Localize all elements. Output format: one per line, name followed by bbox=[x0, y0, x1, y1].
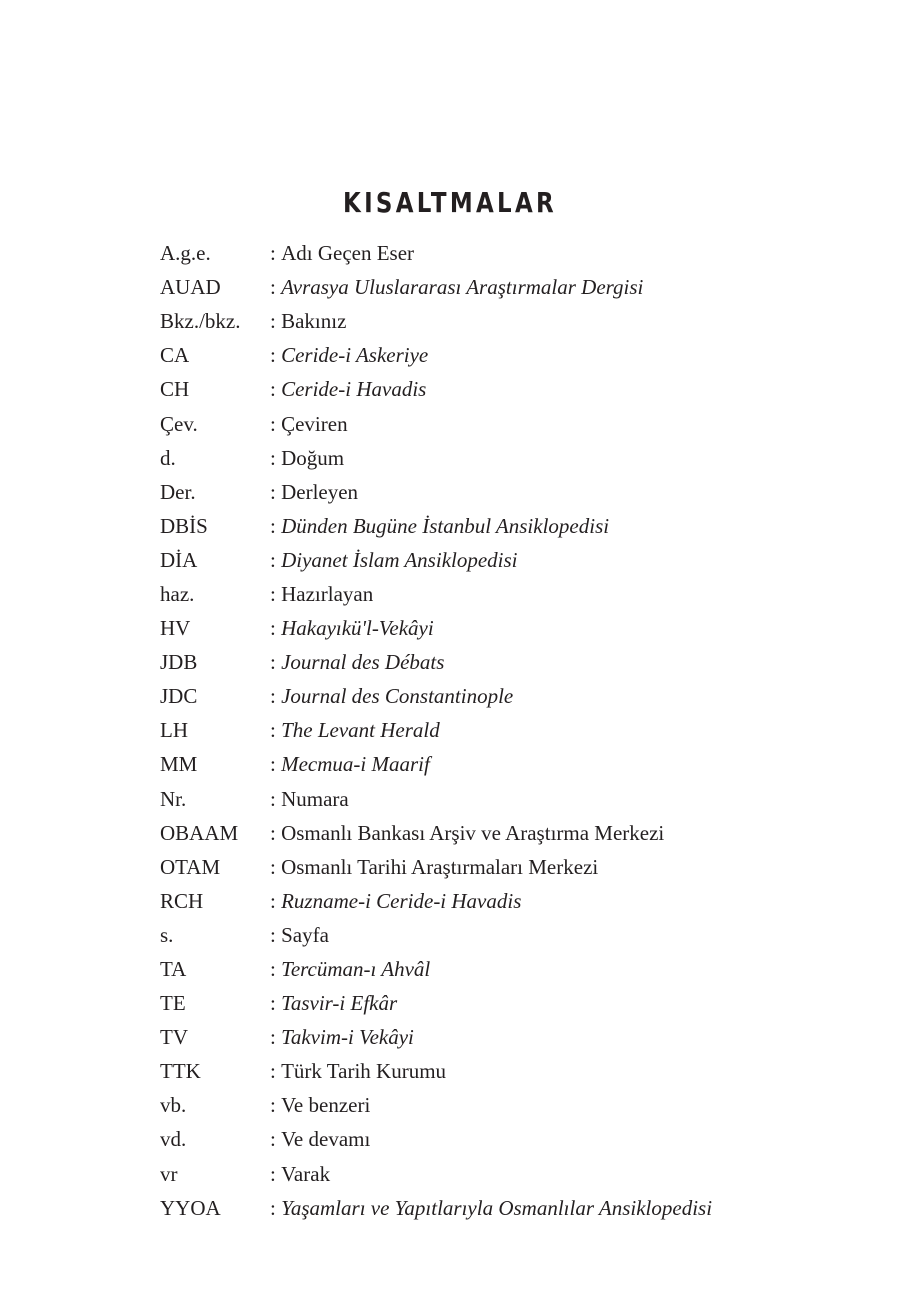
abbreviation-meaning: Hakayıkü'l-Vekâyi bbox=[281, 616, 434, 641]
abbreviation-term: OBAAM bbox=[160, 820, 239, 845]
abbreviation-row bbox=[160, 884, 800, 918]
abbreviation-meaning: Bakınız bbox=[281, 309, 347, 334]
colon-separator: : bbox=[270, 922, 282, 947]
colon-separator: : bbox=[270, 1195, 282, 1220]
abbreviation-row bbox=[160, 1020, 800, 1054]
colon-separator: : bbox=[270, 479, 282, 504]
abbreviation-term: Bkz./bkz. bbox=[160, 309, 241, 334]
abbreviation-term: vb. bbox=[160, 1093, 187, 1118]
colon-separator: : bbox=[270, 343, 282, 368]
abbreviation-row bbox=[160, 509, 800, 543]
abbreviation-list bbox=[160, 236, 800, 1225]
colon-separator: : bbox=[270, 309, 282, 334]
colon-separator: : bbox=[270, 513, 282, 538]
abbreviation-meaning: Osmanlı Tarihi Araştırmaları Merkezi bbox=[281, 854, 599, 879]
colon-separator: : bbox=[270, 650, 282, 675]
abbreviation-row bbox=[160, 304, 800, 338]
colon-separator: : bbox=[270, 991, 282, 1016]
abbreviation-meaning: Adı Geçen Eser bbox=[281, 241, 415, 266]
abbreviation-meaning: Avrasya Uluslararası Araştırmalar Dergisi bbox=[281, 275, 644, 300]
colon-separator: : bbox=[270, 752, 282, 777]
abbreviation-meaning: Çeviren bbox=[281, 411, 348, 436]
abbreviation-meaning: The Levant Herald bbox=[281, 718, 440, 743]
abbreviation-term: haz. bbox=[160, 581, 195, 606]
abbreviation-row bbox=[160, 713, 800, 747]
abbreviation-term: A.g.e. bbox=[160, 241, 211, 266]
abbreviation-term: HV bbox=[160, 616, 191, 641]
colon-separator: : bbox=[270, 1059, 282, 1084]
abbreviation-row bbox=[160, 406, 800, 440]
colon-separator: : bbox=[270, 581, 282, 606]
colon-separator: : bbox=[270, 411, 282, 436]
abbreviation-term: Nr. bbox=[160, 786, 187, 811]
abbreviation-row bbox=[160, 918, 800, 952]
abbreviation-meaning: Ruzname-i Ceride-i Havadis bbox=[281, 888, 522, 913]
abbreviation-term: JDB bbox=[160, 650, 198, 675]
abbreviation-row bbox=[160, 441, 800, 475]
abbreviation-term: vd. bbox=[160, 1127, 187, 1152]
colon-separator: : bbox=[270, 377, 282, 402]
abbreviation-term: CH bbox=[160, 377, 190, 402]
abbreviation-meaning: Journal des Débats bbox=[281, 650, 445, 675]
colon-separator: : bbox=[270, 241, 282, 266]
abbreviation-meaning: Journal des Constantinople bbox=[281, 684, 514, 709]
colon-separator: : bbox=[270, 957, 282, 982]
abbreviation-meaning: Yaşamları ve Yapıtlarıyla Osmanlılar Ansiklopedisi bbox=[281, 1195, 713, 1220]
abbreviation-meaning: Hazırlayan bbox=[281, 581, 374, 606]
abbreviation-row bbox=[160, 611, 800, 645]
abbreviation-meaning: Ceride-i Askeriye bbox=[281, 343, 429, 368]
abbreviation-row bbox=[160, 1157, 800, 1191]
abbreviation-term: Çev. bbox=[160, 411, 198, 436]
abbreviation-row bbox=[160, 1054, 800, 1088]
abbreviation-term: YYOA bbox=[160, 1195, 221, 1220]
page-title: KISALTMALAR bbox=[343, 186, 557, 219]
abbreviation-row bbox=[160, 952, 800, 986]
abbreviation-row bbox=[160, 270, 800, 304]
abbreviation-row bbox=[160, 372, 800, 406]
colon-separator: : bbox=[270, 786, 282, 811]
abbreviation-term: vr bbox=[160, 1161, 178, 1186]
abbreviation-row bbox=[160, 577, 800, 611]
abbreviation-term: AUAD bbox=[160, 275, 221, 300]
abbreviation-term: TA bbox=[160, 957, 187, 982]
abbreviation-row bbox=[160, 986, 800, 1020]
colon-separator: : bbox=[270, 1093, 282, 1118]
abbreviation-term: JDC bbox=[160, 684, 198, 709]
abbreviation-term: TE bbox=[160, 991, 186, 1016]
colon-separator: : bbox=[270, 547, 282, 572]
colon-separator: : bbox=[270, 1127, 282, 1152]
abbreviation-row bbox=[160, 747, 800, 781]
abbreviation-term: s. bbox=[160, 922, 174, 947]
abbreviation-row bbox=[160, 645, 800, 679]
abbreviation-term: OTAM bbox=[160, 854, 221, 879]
abbreviation-term: TTK bbox=[160, 1059, 201, 1084]
abbreviation-term: MM bbox=[160, 752, 198, 777]
abbreviation-row bbox=[160, 679, 800, 713]
colon-separator: : bbox=[270, 445, 282, 470]
abbreviation-row bbox=[160, 475, 800, 509]
colon-separator: : bbox=[270, 684, 282, 709]
abbreviation-term: LH bbox=[160, 718, 188, 743]
colon-separator: : bbox=[270, 820, 282, 845]
abbreviation-meaning: Osmanlı Bankası Arşiv ve Araştırma Merkezi bbox=[281, 820, 665, 845]
abbreviation-row bbox=[160, 338, 800, 372]
abbreviation-row bbox=[160, 850, 800, 884]
abbreviation-row bbox=[160, 236, 800, 270]
abbreviation-meaning: Mecmua-i Maarif bbox=[281, 752, 430, 777]
abbreviation-row bbox=[160, 1088, 800, 1122]
abbreviation-meaning: Dünden Bugüne İstanbul Ansiklopedisi bbox=[281, 513, 610, 538]
abbreviation-term: CA bbox=[160, 343, 190, 368]
abbreviation-term: TV bbox=[160, 1025, 188, 1050]
colon-separator: : bbox=[270, 718, 282, 743]
abbreviation-meaning: Takvim-i Vekâyi bbox=[281, 1025, 414, 1050]
abbreviation-term: d. bbox=[160, 445, 176, 470]
abbreviation-meaning: Numara bbox=[281, 786, 349, 811]
abbreviation-row bbox=[160, 543, 800, 577]
abbreviation-meaning: Derleyen bbox=[281, 479, 359, 504]
colon-separator: : bbox=[270, 854, 282, 879]
abbreviation-term: DBİS bbox=[160, 513, 208, 538]
abbreviation-meaning: Ve devamı bbox=[281, 1127, 371, 1152]
abbreviation-meaning: Varak bbox=[281, 1161, 331, 1186]
colon-separator: : bbox=[270, 275, 282, 300]
abbreviation-meaning: Tasvir-i Efkâr bbox=[281, 991, 398, 1016]
abbreviation-meaning: Doğum bbox=[281, 445, 345, 470]
abbreviation-row bbox=[160, 782, 800, 816]
abbreviation-meaning: Tercüman-ı Ahvâl bbox=[281, 957, 431, 982]
colon-separator: : bbox=[270, 1161, 282, 1186]
colon-separator: : bbox=[270, 1025, 282, 1050]
abbreviation-meaning: Türk Tarih Kurumu bbox=[281, 1059, 447, 1084]
abbreviation-meaning: Ve benzeri bbox=[281, 1093, 371, 1118]
abbreviation-row bbox=[160, 816, 800, 850]
abbreviation-meaning: Diyanet İslam Ansiklopedisi bbox=[281, 547, 518, 572]
colon-separator: : bbox=[270, 616, 282, 641]
abbreviation-term: Der. bbox=[160, 479, 196, 504]
abbreviation-meaning: Sayfa bbox=[281, 922, 329, 947]
colon-separator: : bbox=[270, 888, 282, 913]
abbreviation-meaning: Ceride-i Havadis bbox=[281, 377, 427, 402]
abbreviation-row bbox=[160, 1122, 800, 1156]
abbreviation-term: DİA bbox=[160, 547, 198, 572]
abbreviation-term: RCH bbox=[160, 888, 204, 913]
abbreviation-row bbox=[160, 1191, 800, 1225]
